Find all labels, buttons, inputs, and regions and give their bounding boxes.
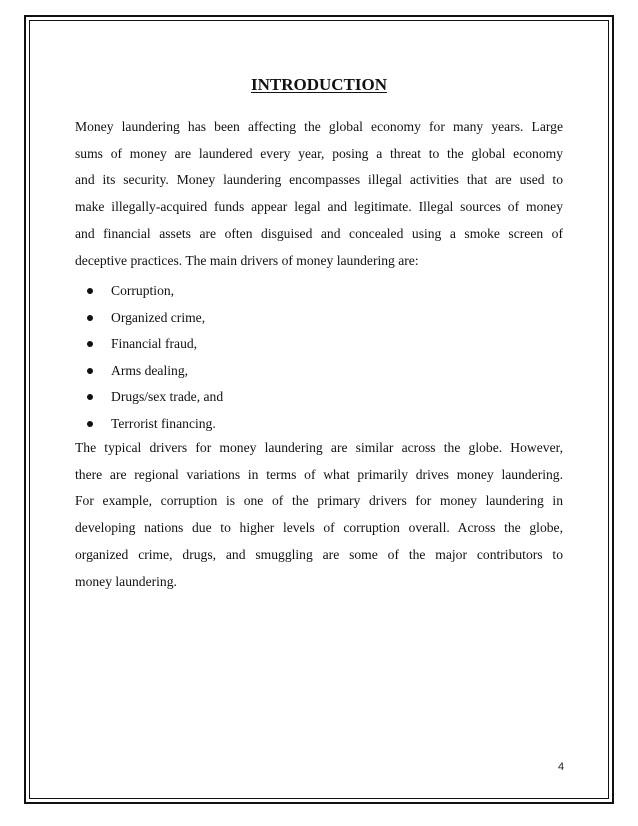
list-item xyxy=(75,278,563,305)
list-item-text: Terrorist financing. xyxy=(111,415,216,431)
paragraph-line: Money laundering has been affecting the global economy for many years. Large xyxy=(75,119,563,134)
paragraph-line: and financial assets are often disguised and concealed using a smoke screen of xyxy=(75,225,563,241)
paragraph-line: The typical drivers for money laundering are similar across the globe. However, xyxy=(75,440,563,455)
paragraph-line: For example, corruption is one of the primary drivers for money laundering in xyxy=(75,493,563,509)
list-item-text: Corruption, xyxy=(111,283,175,298)
paragraph-line: sums of money are laundered every year, posing a threat to the global economy xyxy=(75,145,563,161)
paragraph-line: developing nations due to higher levels of corruption overall. Across the globe, xyxy=(75,520,563,536)
bullet-icon xyxy=(87,421,93,427)
list-item xyxy=(75,411,563,438)
intro-paragraph xyxy=(75,114,563,274)
bullet-icon xyxy=(87,288,93,294)
drivers-paragraph xyxy=(75,435,563,595)
paragraph-line: make illegally-acquired funds appear legal and legitimate. Illegal sources of money xyxy=(75,199,563,215)
paragraph-line: there are regional variations in terms of what primarily drives money laundering. xyxy=(75,466,563,482)
page-title: INTRODUCTION xyxy=(250,75,388,94)
list-item-text: Drugs/sex trade, and xyxy=(111,389,224,404)
drivers-list xyxy=(75,278,563,437)
list-item-text: Organized crime, xyxy=(111,309,206,325)
list-item-text: Financial fraud, xyxy=(111,336,198,351)
bullet-icon xyxy=(87,368,93,374)
bullet-icon xyxy=(87,341,93,347)
list-item xyxy=(75,384,563,411)
list-item xyxy=(75,358,563,385)
paragraph-line: and its security. Money laundering encompasses illegal activities that are used to xyxy=(75,172,563,188)
page-number: 4 xyxy=(558,761,565,773)
list-item-text: Arms dealing, xyxy=(111,362,189,378)
paragraph-line: money laundering. xyxy=(75,573,177,589)
list-item xyxy=(75,305,563,332)
bullet-icon xyxy=(87,394,93,400)
paragraph-line: organized crime, drugs, and smuggling are some of the major contributors to xyxy=(75,546,563,562)
bullet-icon xyxy=(87,315,93,321)
list-item xyxy=(75,331,563,358)
paragraph-line: deceptive practices. The main drivers of money laundering are: xyxy=(75,252,419,268)
